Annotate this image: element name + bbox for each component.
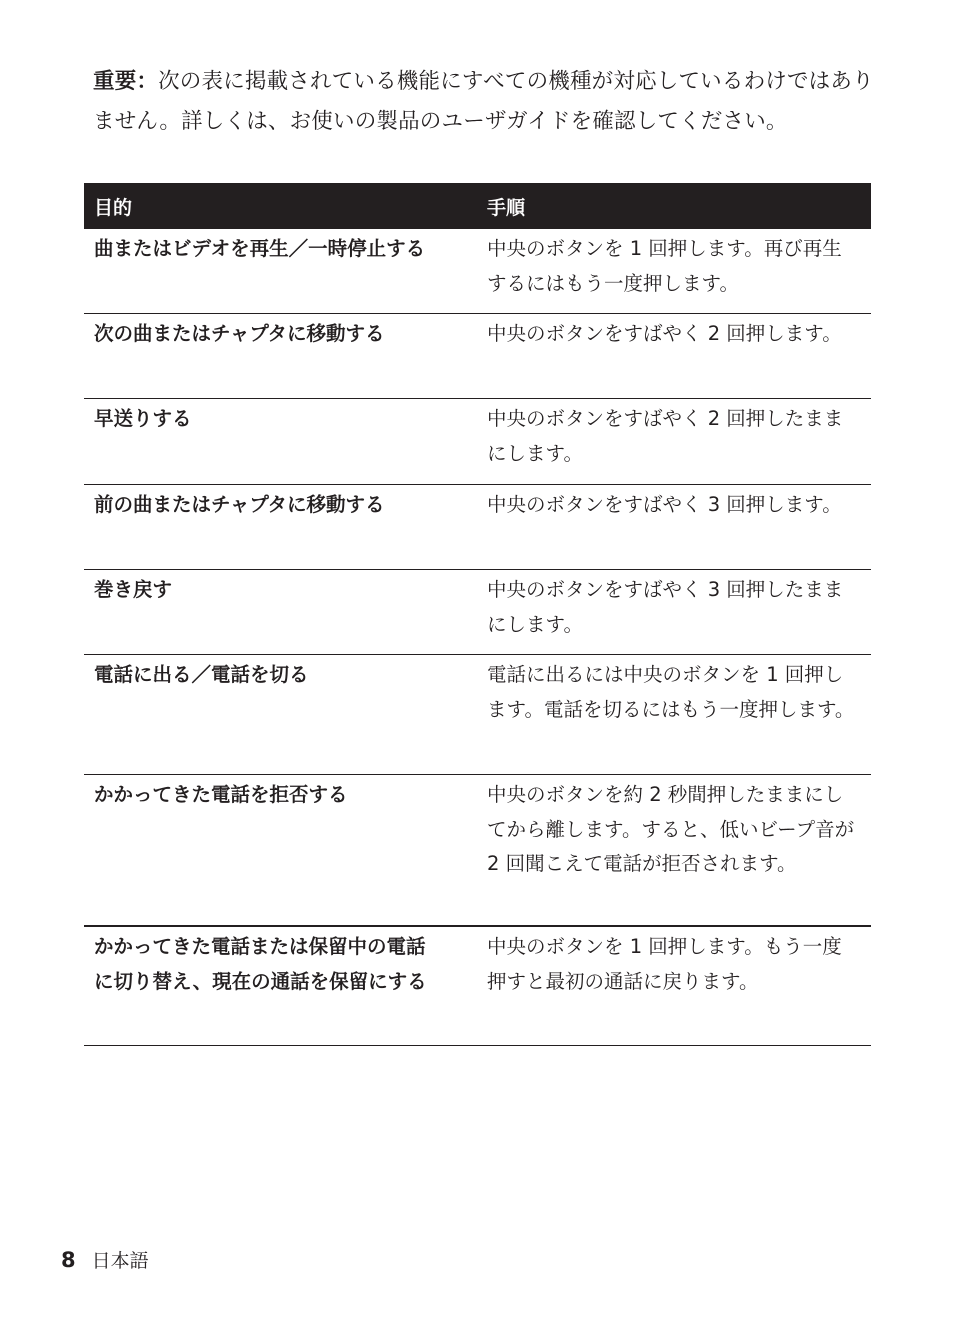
row-steps: 中央のボタンを 1 回押します。再び再生するにはもう一度押します。 bbox=[487, 237, 842, 295]
page-number: 8 bbox=[61, 1248, 76, 1272]
row-purpose: 次の曲またはチャプタに移動する bbox=[94, 322, 385, 345]
row-steps: 電話に出るには中央のボタンを 1 回押します。電話を切るにはもう一度押します。 bbox=[487, 663, 855, 721]
row-purpose: 前の曲またはチャプタに移動する bbox=[94, 493, 385, 516]
page-footer bbox=[61, 1246, 149, 1273]
row-purpose: かかってきた電話を拒否する bbox=[94, 783, 348, 806]
table-row bbox=[84, 314, 871, 399]
row-purpose: 曲またはビデオを再生／一時停止する bbox=[94, 237, 426, 260]
note-text: 次の表に掲載されている機能にすべての機種が対応しているわけではありません。詳しくは、お使いの製品のユーザガイドを確認してください。 bbox=[93, 69, 874, 134]
table-row bbox=[84, 399, 871, 485]
row-steps: 中央のボタンをすばやく 2 回押します。 bbox=[487, 322, 842, 345]
table-row bbox=[84, 485, 871, 570]
row-steps: 中央のボタンをすばやく 3 回押します。 bbox=[487, 493, 842, 516]
row-steps: 中央のボタンを 1 回押します。もう一度押すと最初の通話に戻ります。 bbox=[487, 935, 842, 993]
row-steps: 中央のボタンをすばやく 3 回押したままにします。 bbox=[487, 578, 844, 636]
header-purpose: 目的 bbox=[94, 196, 133, 219]
function-table bbox=[84, 183, 871, 1046]
row-purpose: 早送りする bbox=[94, 407, 192, 430]
table-row bbox=[84, 655, 871, 775]
header-steps: 手順 bbox=[487, 196, 526, 219]
important-note bbox=[93, 62, 883, 142]
table-row bbox=[84, 927, 871, 1046]
row-steps: 中央のボタンをすばやく 2 回押したままにします。 bbox=[487, 407, 844, 465]
table-header bbox=[84, 183, 871, 229]
row-purpose: かかってきた電話または保留中の電話に切り替え、現在の通話を保留にする bbox=[94, 935, 427, 993]
footer-language: 日本語 bbox=[91, 1250, 149, 1272]
table-row bbox=[84, 570, 871, 655]
row-steps: 中央のボタンを約 2 秒間押したままにしてから離します。すると、低いビープ音が 2 回聞こえて電話が拒否されます。 bbox=[487, 783, 855, 875]
row-purpose: 電話に出る／電話を切る bbox=[94, 663, 309, 686]
row-purpose: 巻き戻す bbox=[94, 578, 173, 601]
table-row bbox=[84, 229, 871, 314]
table-row bbox=[84, 775, 871, 927]
note-label: 重要： bbox=[93, 69, 159, 94]
